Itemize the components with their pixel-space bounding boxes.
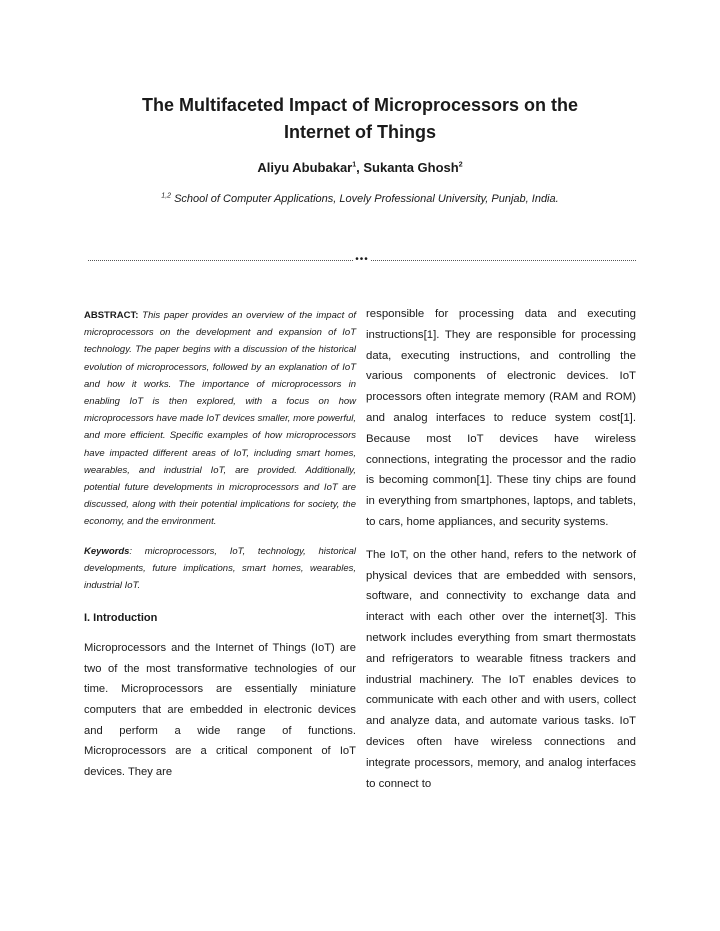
separator-line-left <box>88 260 353 261</box>
author-affiliation-mark: 1 <box>352 161 357 169</box>
intro-paragraph-1: Microprocessors and the Internet of Things (IoT) are two of the most transformative technologies of our time. Microprocessors are essentially miniature computers that are embedded in electronic devices and perform a wide range of functions. Microprocessors are a critical component of IoT devices. They are <box>84 642 356 778</box>
affiliation-mark: 1,2 <box>161 192 172 200</box>
separator-line-right <box>371 260 636 261</box>
title-line-1: The Multifaceted Impact of Microprocessors on the <box>141 95 579 115</box>
author-name: Aliyu Abubakar <box>257 160 353 175</box>
body-paragraph-2: The IoT, on the other hand, refers to the network of physical devices that are embedded with sensors, software, and connectivity to exchange data and interact with each other over the internet[3]. This network includes everything from smart thermostats and refrigerators to wearable fitness trackers and industrial machinery. The IoT enables devices to communicate with each other and with users, collect and analyze data, and automate various tasks. IoT devices often have wireless connections and integrate processors, memory, and analog interfaces to connect to <box>366 548 636 790</box>
keywords <box>84 543 356 595</box>
author-list <box>80 160 640 175</box>
keywords-label: Keywords <box>84 545 130 557</box>
separator-ornament: ••• <box>355 254 369 265</box>
abstract <box>84 307 356 531</box>
section-separator <box>88 254 636 266</box>
section-heading-introduction: I. Introduction <box>84 612 158 625</box>
affiliation-text: School of Computer Applications, Lovely Professional University, Punjab, India. <box>171 193 559 205</box>
paper-title <box>80 92 640 146</box>
author-name: Sukanta Ghosh <box>363 160 459 175</box>
right-column <box>366 304 636 794</box>
affiliation <box>80 193 640 205</box>
author-affiliation-mark: 2 <box>458 161 463 169</box>
left-column <box>84 307 356 782</box>
keywords-text: : microprocessors, IoT, technology, historical developments, future implications, smart homes, wearables, industrial IoT. <box>84 545 356 592</box>
abstract-text: This paper provides an overview of the impact of microprocessors on the development and expansion of IoT technology. The paper begins with a discussion of the historical evolution of microprocessors, followed by an explanation of IoT and how it works. The importance of microprocessors in enabling IoT is then explored, with a focus on how microprocessors have made IoT devices smaller, more powerful, and more efficient. Specific examples of how microprocessors have impacted different areas of IoT, including smart homes, wearables, and industrial IoT, are provided. Additionally, potential future developments in microprocessors and IoT are discussed, along with their potential implications for society, the economy, and the environment. <box>84 310 356 528</box>
title-line-2: Internet of Things <box>284 122 436 142</box>
author-separator: , <box>356 160 364 175</box>
abstract-label: ABSTRACT: <box>84 310 139 321</box>
body-paragraph-1: responsible for processing data and executing instructions[1]. They are responsible for processing data, executing instructions, and controlling the various components of electronic devices. IoT processors often integrate memory (RAM and ROM) and analog interfaces to reduce system cost[1]. Because most IoT devices have wireless connections, integrating the processor and the radio is becoming common[1]. These tiny chips are found in everything from smartphones, laptops, and tablets, to cars, home appliances, and security systems. <box>366 308 636 528</box>
